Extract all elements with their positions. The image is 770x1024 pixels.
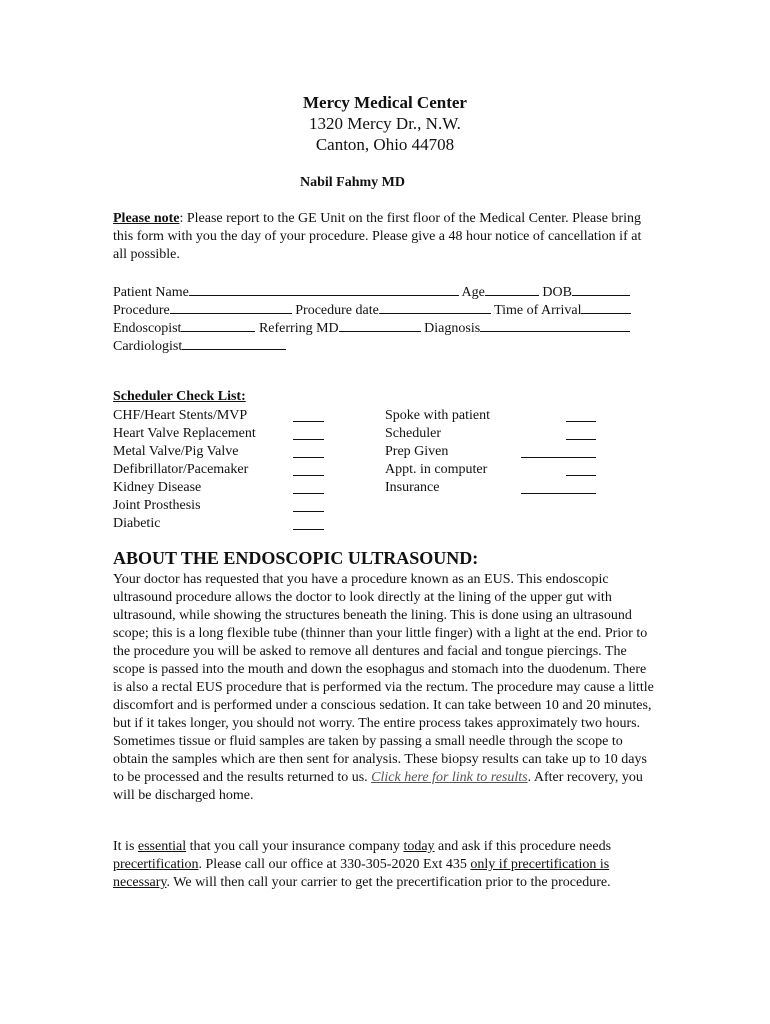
checklist-title: Scheduler Check List: xyxy=(113,389,246,404)
referring-md-blank[interactable] xyxy=(339,318,421,332)
center-name: Mercy Medical Center xyxy=(303,93,467,112)
patient-name-label: Patient Name xyxy=(113,285,189,300)
insurance-text: and ask if this procedure needs xyxy=(434,839,612,854)
field-row-endoscopist xyxy=(113,318,658,336)
patient-fields xyxy=(113,282,658,354)
about-after-link: . After recovery, you will be discharged home. xyxy=(113,770,643,803)
checklist-blank[interactable] xyxy=(293,511,324,512)
checklist-blank[interactable] xyxy=(566,439,596,440)
emphasis-today: today xyxy=(403,839,435,854)
checklist-item: Spoke with patient xyxy=(385,408,490,423)
doctor-name: Nabil Fahmy MD xyxy=(300,175,405,190)
insurance-text: . Please call our office at 330-305-2020 Ext 435 xyxy=(198,857,471,872)
checklist-item: Kidney Disease xyxy=(113,480,202,495)
checklist-blank[interactable] xyxy=(293,457,324,458)
checklist-blank[interactable] xyxy=(293,529,324,530)
note-label: Please note xyxy=(113,211,180,226)
insurance-text: that you call your insurance company xyxy=(186,839,404,854)
checklist-item: Metal Valve/Pig Valve xyxy=(113,444,239,459)
letterhead xyxy=(0,92,770,155)
note-text: : Please report to the GE Unit on the first floor of the Medical Center. Please bring this form with you the day of your procedure. Please give a 48 hour notice of cancellation if at all possible. xyxy=(113,211,642,262)
emphasis-essential: essential xyxy=(137,839,187,854)
insurance-text: It is xyxy=(113,839,138,854)
checklist-item: Defibrillator/Pacemaker xyxy=(113,462,249,477)
checklist-item: Appt. in computer xyxy=(385,462,488,477)
age-blank[interactable] xyxy=(485,282,539,296)
emphasis-only-if: only if precertification is necessary xyxy=(113,857,610,890)
insurance-paragraph xyxy=(113,838,658,892)
checklist-blank[interactable] xyxy=(293,421,324,422)
dob-label: DOB xyxy=(542,285,572,300)
checklist-blank[interactable] xyxy=(566,421,596,422)
about-paragraph xyxy=(113,571,658,805)
procedure-date-blank[interactable] xyxy=(379,300,491,314)
cardiologist-label: Cardiologist xyxy=(113,339,183,354)
emphasis-precertification: precertification xyxy=(113,857,199,872)
procedure-blank[interactable] xyxy=(170,300,292,314)
checklist-blank[interactable] xyxy=(293,493,324,494)
checklist-left-column xyxy=(113,407,256,533)
checklist-right-column xyxy=(385,407,490,497)
endoscopist-blank[interactable] xyxy=(181,318,255,332)
checklist-item: Heart Valve Replacement xyxy=(113,426,256,441)
center-city: Canton, Ohio 44708 xyxy=(315,135,455,154)
field-row-patient xyxy=(113,282,658,300)
field-row-procedure xyxy=(113,300,658,318)
insurance-text: . We will then call your carrier to get the precertification prior to the procedure. xyxy=(166,875,611,890)
checklist-blank[interactable] xyxy=(293,439,324,440)
note-paragraph xyxy=(113,210,658,264)
checklist-item: Insurance xyxy=(385,480,440,495)
checklist-item: Joint Prosthesis xyxy=(113,498,201,513)
referring-md-label: Referring MD xyxy=(258,321,339,336)
checklist-item: Diabetic xyxy=(113,516,161,531)
checklist-item: Scheduler xyxy=(385,426,441,441)
arrival-label: Time of Arrival xyxy=(494,303,582,318)
checklist-blank[interactable] xyxy=(521,457,596,458)
about-body: Your doctor has requested that you have a procedure known as an EUS. This endoscopic ultrasound procedure allows the doctor to look directly at the lining of the upper gut with ultrasound, while showing the structures beneath the lining. This is done using an ultrasound scope; this is a long flexible tube (thinner than your little finger) with a light at the end. Prior to the procedure you will be asked to remove all dentures and facial and tongue piercings. The scope is passed into the mouth and down the esophagus and stomach into the duodenum. There is also a rectal EUS procedure that is performed via the rectum. The procedure may cause a little discomfort and is performed under a conscious sedation. It can take between 10 and 20 minutes, but if it takes longer, you should not worry. The entire process takes approximately two hours. Sometimes tissue or fluid samples are taken by passing a small needle through the scope to obtain the samples which are then sent for analysis. These biopsy results can take up to 10 days to be processed and the results returned to us. xyxy=(113,572,654,785)
age-label: Age xyxy=(461,285,485,300)
center-street: 1320 Mercy Dr., N.W. xyxy=(309,114,461,133)
about-heading: ABOUT THE ENDOSCOPIC ULTRASOUND: xyxy=(113,548,479,568)
results-link[interactable]: Click here for link to results xyxy=(371,770,528,785)
checklist-blank[interactable] xyxy=(521,493,596,494)
arrival-blank[interactable] xyxy=(581,300,631,314)
field-row-cardiologist xyxy=(113,336,658,354)
procedure-date-label: Procedure date xyxy=(295,303,379,318)
checklist-blank[interactable] xyxy=(566,475,596,476)
dob-blank[interactable] xyxy=(572,282,630,296)
checklist-blank[interactable] xyxy=(293,475,324,476)
cardiologist-blank[interactable] xyxy=(182,336,286,350)
checklist-item: CHF/Heart Stents/MVP xyxy=(113,408,248,423)
diagnosis-blank[interactable] xyxy=(480,318,630,332)
checklist-item: Prep Given xyxy=(385,444,449,459)
endoscopist-label: Endoscopist xyxy=(113,321,182,336)
diagnosis-label: Diagnosis xyxy=(424,321,481,336)
procedure-label: Procedure xyxy=(113,303,170,318)
patient-name-blank[interactable] xyxy=(189,282,459,296)
